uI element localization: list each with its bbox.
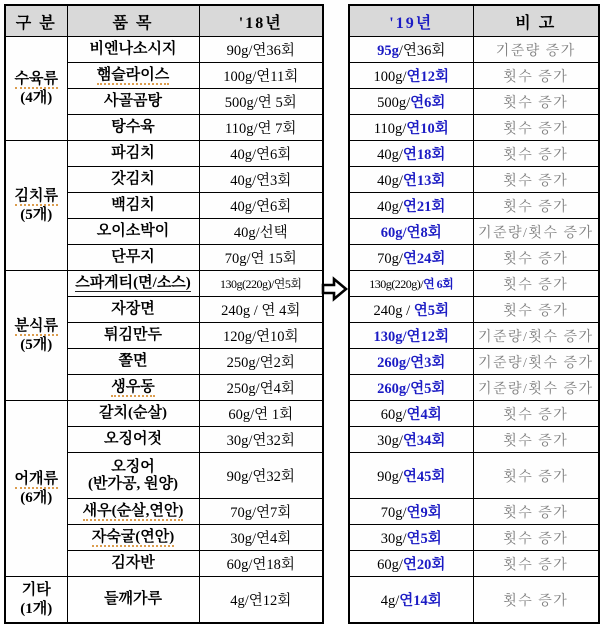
- item-name-cell: [67, 551, 199, 577]
- value-2018-cell: 240g / 연 4회: [199, 297, 323, 323]
- value-2018-cell: 500g/연 5회: [199, 89, 323, 115]
- table-row: [349, 219, 599, 245]
- table-row: [349, 89, 599, 115]
- value-text: 60g/: [377, 557, 403, 573]
- item-name-cell: [67, 453, 199, 499]
- value-2019-cell: [349, 427, 473, 453]
- value-2019-cell: [349, 63, 473, 89]
- value-text: 40g/: [377, 147, 403, 163]
- value-2019-cell: [349, 499, 473, 525]
- remark-cell: 횟수 증가: [473, 115, 599, 141]
- value-2018-cell: 30g/연4회: [199, 525, 323, 551]
- remark-cell: 기준량/횟수 증가: [473, 323, 599, 349]
- remark-cell: 횟수 증가: [473, 499, 599, 525]
- item-name-text: 파김치: [111, 145, 155, 162]
- item-name-text: 단무지: [111, 249, 155, 266]
- item-name-text: 탕수육: [111, 119, 155, 136]
- table-row: [349, 245, 599, 271]
- remark-cell: 횟수 증가: [473, 193, 599, 219]
- item-name-text: 자장면: [111, 301, 155, 318]
- header-year-2019: '19년: [349, 5, 473, 37]
- header-category: 구 분: [5, 5, 67, 37]
- value-text: 60g/: [380, 407, 407, 423]
- remark-cell: 횟수 증가: [473, 63, 599, 89]
- remark-cell: 기준량/횟수 증가: [473, 349, 599, 375]
- changed-value-text: 연10회: [406, 121, 449, 137]
- table-row: [349, 349, 599, 375]
- item-name-cell: [67, 577, 199, 624]
- table-row: [349, 401, 599, 427]
- item-name-cell: [67, 193, 199, 219]
- changed-value-text: 연4회: [406, 407, 442, 423]
- category-name-text: 김치류: [14, 187, 58, 204]
- remark-cell: 횟수 증가: [473, 141, 599, 167]
- remark-cell: 기준량 증가: [473, 37, 599, 63]
- changed-value-text: 연12회: [406, 69, 450, 85]
- item-name-cell: [67, 499, 199, 525]
- changed-value-text: 연9회: [406, 505, 442, 521]
- value-2019-cell: [349, 167, 473, 193]
- category-name-text: 어개류: [14, 470, 58, 487]
- table-row: [349, 323, 599, 349]
- remark-cell: 횟수 증가: [473, 401, 599, 427]
- item-name-cell: [67, 245, 199, 271]
- remark-cell: 기준량/횟수 증가: [473, 219, 599, 245]
- changed-value-text: 연6회: [410, 95, 446, 111]
- item-name-text: 스파게티(면/소스): [75, 275, 191, 292]
- value-2019-cell: [349, 323, 473, 349]
- value-text: 90g/: [377, 469, 403, 485]
- changed-value-text: 연5회: [413, 303, 450, 319]
- item-name-cell: [67, 349, 199, 375]
- changed-value-text: 260g/연3회: [377, 355, 446, 371]
- value-2018-cell: 40g/연6회: [199, 193, 323, 219]
- remark-cell: 횟수 증가: [473, 551, 599, 577]
- category-name: [7, 317, 66, 336]
- value-2019-cell: [349, 193, 473, 219]
- remark-cell: 횟수 증가: [473, 297, 599, 323]
- value-2018-cell: 40g/연6회: [199, 141, 323, 167]
- table-row: [349, 551, 599, 577]
- value-2018-cell: 120g/연10회: [199, 323, 323, 349]
- value-2018-cell: 250g/연4회: [199, 375, 323, 401]
- value-2018-cell: 60g/연 1회: [199, 401, 323, 427]
- item-name-cell: [67, 37, 199, 63]
- changed-value-text: 130g/연12회: [373, 329, 450, 345]
- table-row: [5, 271, 323, 297]
- item-name-cell: [67, 427, 199, 453]
- table-row: [349, 577, 599, 624]
- changed-value-text: 연45회: [402, 469, 446, 485]
- value-text: 240g /: [373, 303, 414, 319]
- value-2019-cell: [349, 453, 473, 499]
- item-name-cell: [67, 271, 199, 297]
- header-item: 품 목: [67, 5, 199, 37]
- table-row: [349, 63, 599, 89]
- remark-cell: 횟수 증가: [473, 427, 599, 453]
- value-text: 130g(220g)/: [369, 277, 424, 291]
- table-row: [349, 453, 599, 499]
- value-2018-cell: 40g/선택: [199, 219, 323, 245]
- item-name-text: 튀김만두: [104, 327, 162, 344]
- menu-table-2018: [4, 4, 324, 624]
- item-name-cell: [67, 375, 199, 401]
- remark-cell: 횟수 증가: [473, 89, 599, 115]
- value-2019-cell: [349, 219, 473, 245]
- value-text: 110g/: [373, 121, 407, 137]
- changed-value-text: 연34회: [402, 433, 446, 449]
- item-name-cell: [67, 89, 199, 115]
- item-name-cell: [67, 115, 199, 141]
- category-cell: [5, 577, 67, 624]
- value-2019-cell: [349, 525, 473, 551]
- changed-value-text: 260g/연5회: [377, 381, 446, 397]
- item-name-cell: [67, 401, 199, 427]
- category-count: (6개): [20, 489, 53, 506]
- value-text: /연36회: [398, 43, 446, 59]
- value-2018-cell: 60g/연18회: [199, 551, 323, 577]
- item-name-text: 백김치: [111, 197, 155, 214]
- change-right-arrow-icon: [321, 274, 348, 304]
- value-2019-cell: [349, 577, 473, 624]
- value-text: 100g/: [373, 69, 407, 85]
- category-cell: [5, 37, 67, 141]
- item-name-cell: [67, 525, 199, 551]
- value-text: 30g/: [380, 531, 407, 547]
- value-2018-cell: 250g/연2회: [199, 349, 323, 375]
- category-name: [7, 187, 66, 206]
- item-name-cell: [67, 63, 199, 89]
- category-cell: [5, 401, 67, 577]
- value-2018-cell: 4g/연12회: [199, 577, 323, 624]
- value-2019-cell: [349, 297, 473, 323]
- table-row: [349, 271, 599, 297]
- header-remark: 비 고: [473, 5, 599, 37]
- category-count: (5개): [20, 206, 53, 223]
- remark-cell: 횟수 증가: [473, 167, 599, 193]
- value-2018-cell: 90g/연36회: [199, 37, 323, 63]
- remark-cell: 횟수 증가: [473, 271, 599, 297]
- item-name-text: 오징어: [111, 459, 155, 475]
- value-2018-cell: 40g/연3회: [199, 167, 323, 193]
- category-count: (1개): [20, 600, 53, 617]
- header-year-2018: '18년: [199, 5, 323, 37]
- table-row: [5, 577, 323, 624]
- value-2019-cell: [349, 551, 473, 577]
- category-cell: [5, 271, 67, 401]
- table-row: [5, 37, 323, 63]
- item-name-cell: [67, 141, 199, 167]
- value-2019-cell: [349, 271, 473, 297]
- value-text: 40g/: [377, 199, 403, 215]
- changed-value-text: 60g/연8회: [380, 225, 442, 241]
- changed-value-text: 95g: [377, 43, 399, 59]
- table-row: [349, 499, 599, 525]
- table-row: [349, 37, 599, 63]
- category-name: [7, 470, 66, 489]
- changed-value-text: 연5회: [406, 531, 442, 547]
- item-name-text: 오이소박이: [96, 223, 170, 240]
- item-name-text: 쫄면: [118, 353, 148, 370]
- value-2018-cell: 130g(220g)/연5회: [199, 271, 323, 297]
- item-name-cell: [67, 297, 199, 323]
- table-row: [349, 193, 599, 219]
- value-2019-cell: [349, 375, 473, 401]
- remark-cell: 횟수 증가: [473, 525, 599, 551]
- value-2018-cell: 100g/연11회: [199, 63, 323, 89]
- category-name-text: 기타: [21, 581, 51, 598]
- value-text: 4g/: [380, 593, 400, 609]
- item-name-cell: [67, 167, 199, 193]
- item-name-cell: [67, 219, 199, 245]
- left-header-row: [5, 5, 323, 37]
- table-row: [349, 297, 599, 323]
- value-text: 70g/: [380, 505, 407, 521]
- value-2018-cell: 110g/연 7회: [199, 115, 323, 141]
- changed-value-text: 연14회: [399, 593, 442, 609]
- category-name-text: 수육류: [14, 70, 58, 87]
- value-text: 30g/: [377, 433, 403, 449]
- value-2019-cell: [349, 89, 473, 115]
- value-2018-cell: 70g/연7회: [199, 499, 323, 525]
- item-name-text: 갈치(순살): [99, 405, 167, 422]
- remark-cell: 횟수 증가: [473, 245, 599, 271]
- table-row: [5, 141, 323, 167]
- category-name-text: 분식류: [14, 317, 58, 334]
- value-2018-cell: 30g/연32회: [199, 427, 323, 453]
- value-2019-cell: [349, 37, 473, 63]
- remark-cell: 횟수 증가: [473, 453, 599, 499]
- value-2018-cell: 70g/연 15회: [199, 245, 323, 271]
- value-2019-cell: [349, 401, 473, 427]
- item-name-text: 김자반: [111, 555, 155, 572]
- category-count: (5개): [20, 336, 53, 353]
- item-name-cell: [67, 323, 199, 349]
- remark-cell: 횟수 증가: [473, 577, 599, 624]
- item-name-text: 생우동: [111, 379, 155, 396]
- category-name: [7, 581, 66, 600]
- changed-value-text: 연18회: [402, 147, 446, 163]
- value-2019-cell: [349, 245, 473, 271]
- item-name-text: 새우(순살,연안): [82, 503, 184, 520]
- changed-value-text: 연 6회: [423, 277, 454, 291]
- item-name-line2: (반가공, 원양): [88, 475, 178, 492]
- table-row: [349, 375, 599, 401]
- category-count: (4개): [20, 89, 53, 106]
- value-text: 70g/: [377, 251, 403, 267]
- value-2018-cell: 90g/연32회: [199, 453, 323, 499]
- menu-table-2019: [348, 4, 600, 624]
- changed-value-text: 연24회: [402, 251, 446, 267]
- table-row: [349, 141, 599, 167]
- table-row: [349, 427, 599, 453]
- value-text: 40g/: [377, 173, 403, 189]
- value-2019-cell: [349, 141, 473, 167]
- remark-cell: 기준량/횟수 증가: [473, 375, 599, 401]
- changed-value-text: 연21회: [402, 199, 446, 215]
- item-name-text: 자숙굴(연안): [91, 529, 175, 546]
- item-name-text: 사골곰탕: [104, 93, 162, 110]
- item-name-text: 들깨가루: [104, 591, 162, 608]
- item-name-text: 햄슬라이스: [96, 67, 170, 84]
- table-row: [349, 167, 599, 193]
- right-header-row: [349, 5, 599, 37]
- value-2019-cell: [349, 115, 473, 141]
- item-name-text: 비엔나소시지: [89, 41, 177, 58]
- category-cell: [5, 141, 67, 271]
- value-2019-cell: [349, 349, 473, 375]
- table-row: [5, 401, 323, 427]
- changed-value-text: 연13회: [402, 173, 446, 189]
- table-row: [349, 525, 599, 551]
- table-row: [349, 115, 599, 141]
- category-name: [7, 70, 66, 89]
- item-name-text: 갓김치: [111, 171, 155, 188]
- item-name-text: 오징어젓: [104, 431, 162, 448]
- changed-value-text: 연20회: [402, 557, 446, 573]
- value-text: 500g/: [377, 95, 411, 111]
